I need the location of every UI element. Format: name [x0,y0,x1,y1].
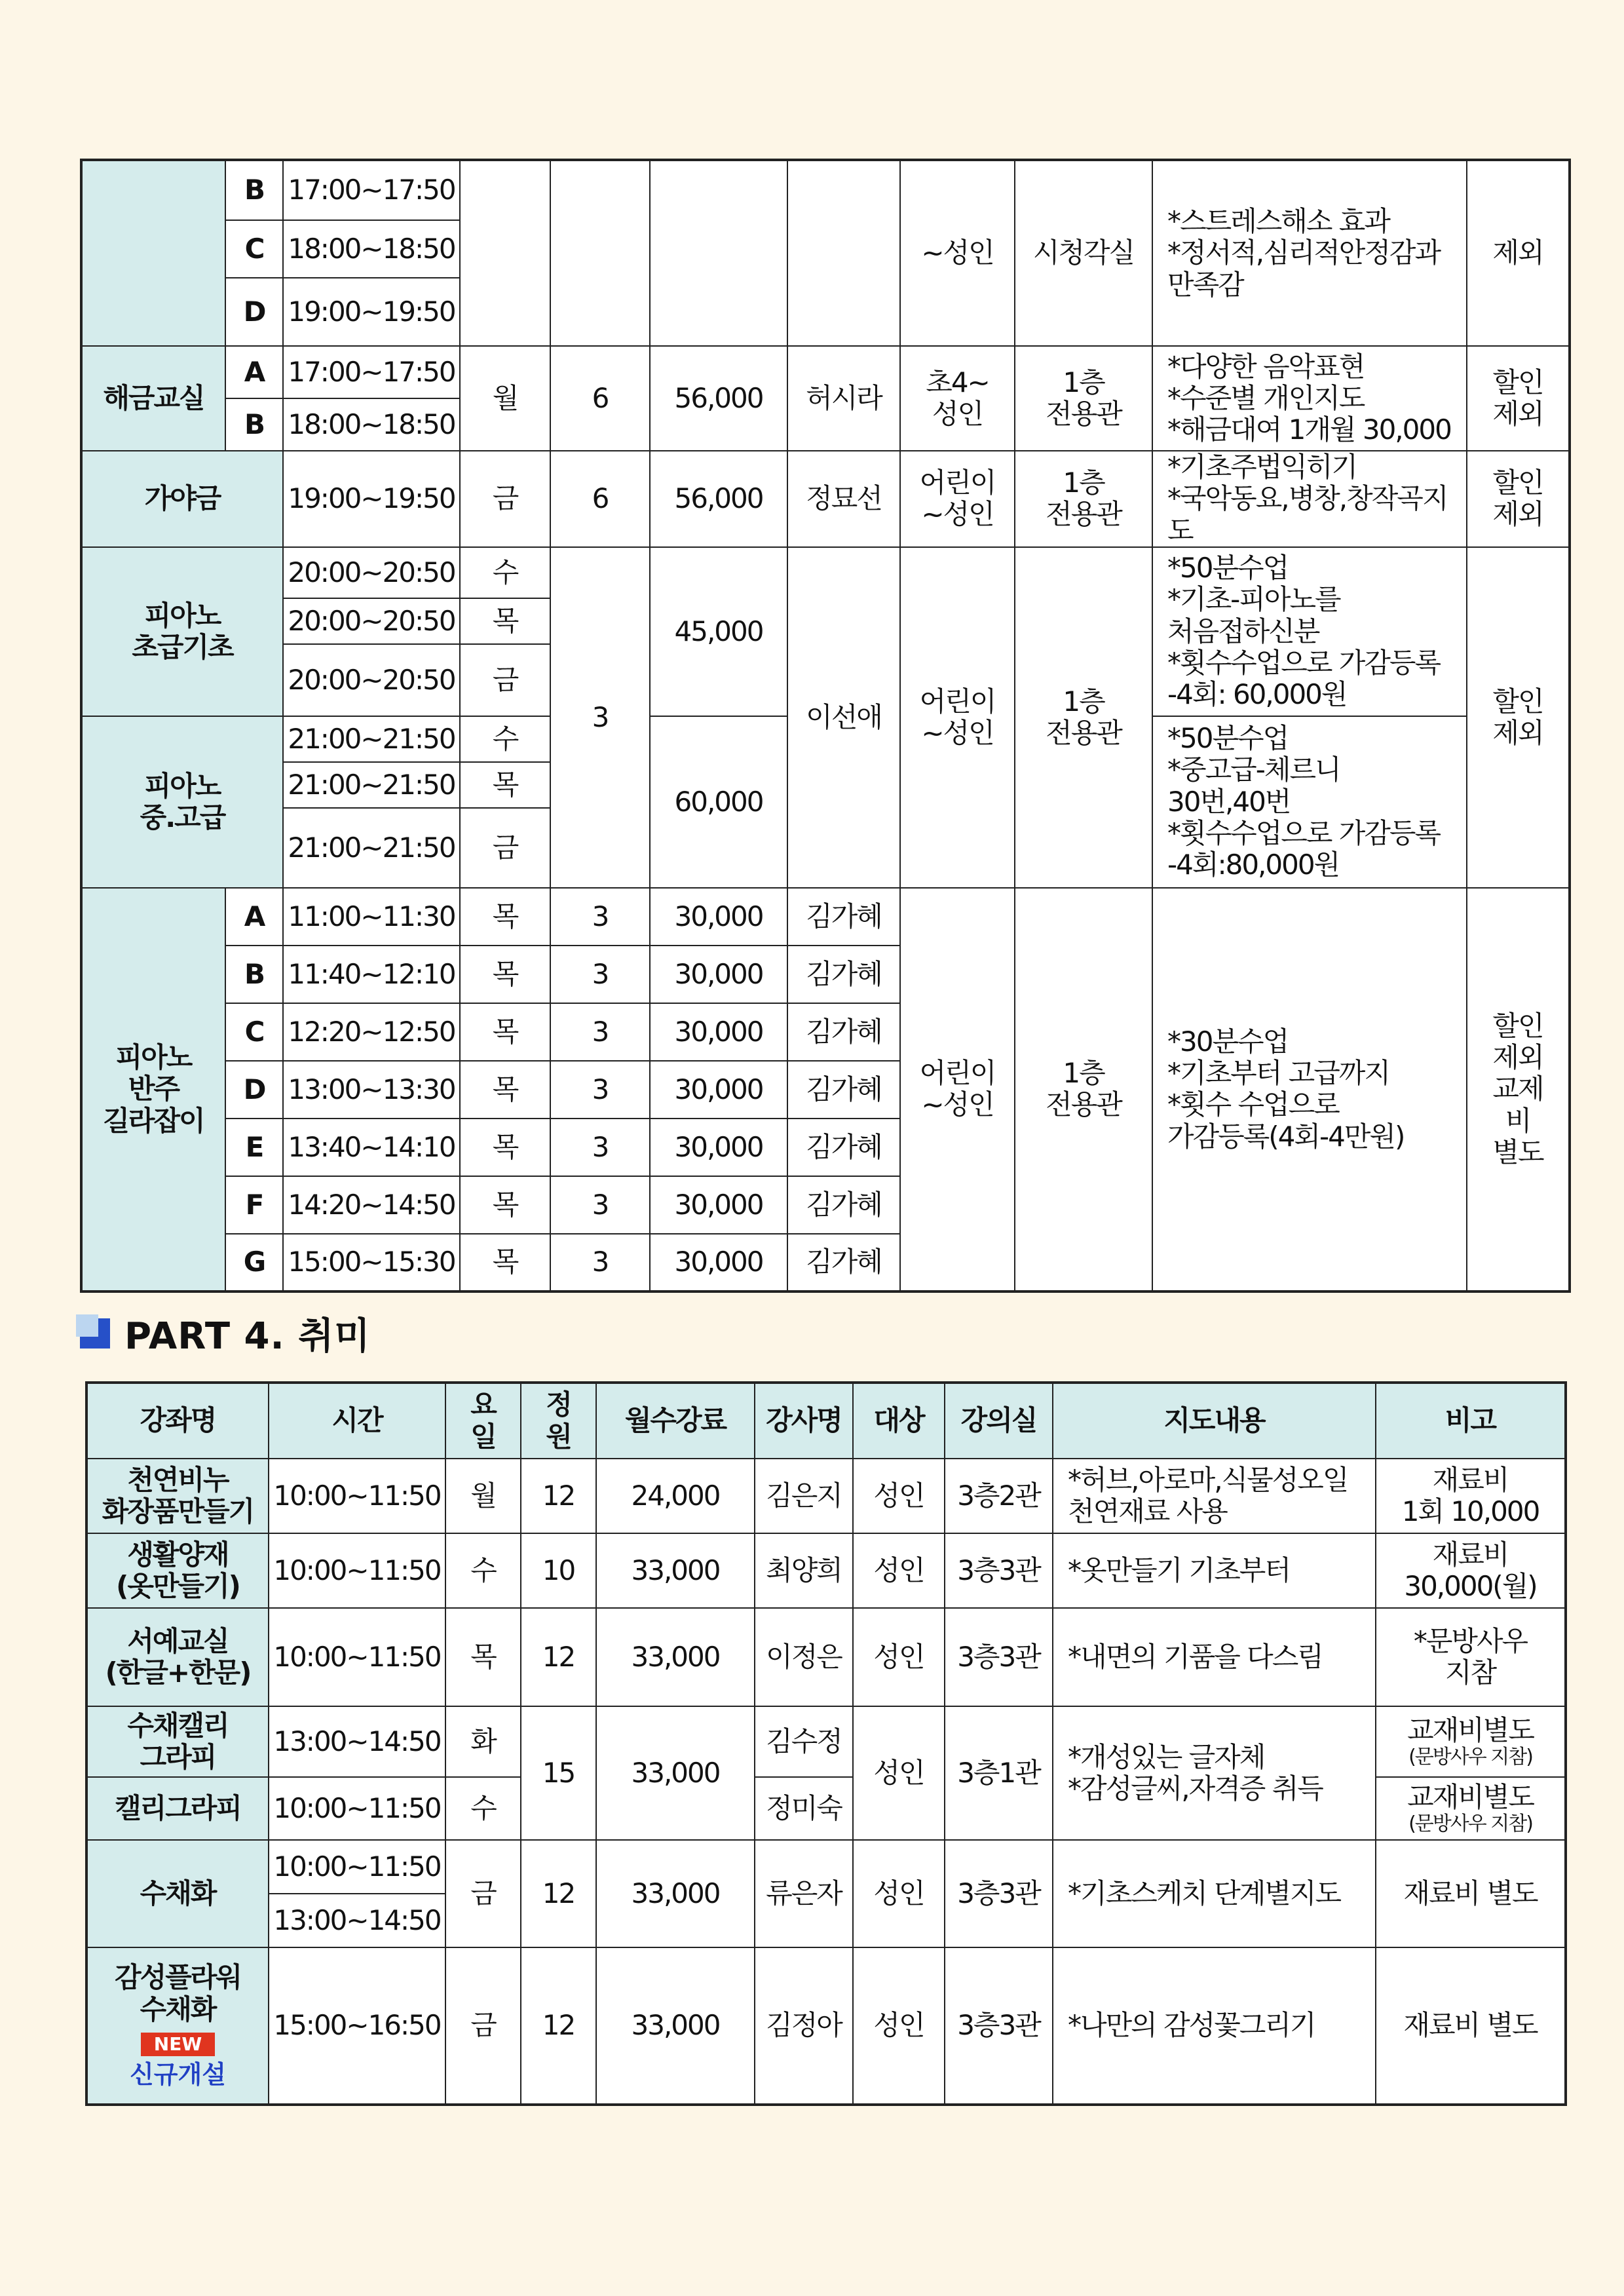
target-cell: 성인 [853,1608,945,1706]
time-cell: 10:00~11:50 [269,1459,445,1533]
count-cell: 15 [521,1706,596,1840]
fee-cell: 33,000 [596,1533,755,1608]
target-cell: ~성인 [900,160,1015,346]
time-cell: 17:00~17:50 [283,160,460,220]
day-cell: 목 [460,1061,550,1119]
fee-cell: 60,000 [650,716,787,888]
day-cell: 월 [445,1459,521,1533]
section-label: B [225,946,283,1003]
course-name-watercolor-calligraphy: 수채캘리 그라피 [86,1706,269,1777]
day-cell: 목 [460,1003,550,1061]
target-cell: 성인 [853,1840,945,1947]
room-cell: 3층3관 [945,1947,1053,2105]
teacher-cell: 김가혜 [787,1003,900,1061]
count-cell: 3 [550,547,650,888]
room-cell: 1층 전용관 [1015,888,1152,1292]
count-cell: 12 [521,1459,596,1533]
time-cell: 10:00~11:50 [269,1608,445,1706]
header-course-name: 강좌명 [86,1383,269,1459]
content-cell: *기초주법익히기 *국악동요,병창,창작곡지도 [1152,451,1467,547]
section-label: B [225,398,283,451]
header-fee: 월수강료 [596,1383,755,1459]
section-label: D [225,278,283,346]
course-name-watercolor: 수채화 [86,1840,269,1947]
target-cell: 어린이 ~성인 [900,451,1015,547]
header-day: 요 일 [445,1383,521,1459]
teacher-cell: 이정은 [755,1608,853,1706]
room-cell: 3층1관 [945,1706,1053,1840]
note-text: 교재비별도 [1407,1780,1534,1813]
target-cell: 어린이 ~성인 [900,547,1015,888]
room-cell: 1층 전용관 [1015,451,1152,547]
note-subtext: (문방사우 지참) [1408,1745,1532,1769]
teacher-cell: 김가혜 [787,1176,900,1234]
time-cell: 20:00~20:50 [283,547,460,598]
time-cell: 20:00~20:50 [283,644,460,716]
teacher-cell: 허시라 [787,346,900,451]
hobby-course-table [85,1381,1567,2106]
new-badge: NEW [141,2033,215,2056]
fee-cell: 33,000 [596,1706,755,1840]
note-cell: 재료비 1회 10,000 [1376,1459,1566,1533]
target-cell: 성인 [853,1533,945,1608]
count-cell: 6 [550,451,650,547]
count-cell: 12 [521,1947,596,2105]
note-subtext: (문방사우 지참) [1408,1812,1532,1835]
header-content: 지도내용 [1053,1383,1376,1459]
day-cell: 금 [460,808,550,888]
fee-cell: 30,000 [650,1003,787,1061]
room-cell: 3층2관 [945,1459,1053,1533]
day-cell: 목 [460,598,550,644]
time-cell: 15:00~16:50 [269,1947,445,2105]
count-cell: 12 [521,1840,596,1947]
time-cell: 21:00~21:50 [283,762,460,808]
section-label: F [225,1176,283,1234]
teacher-cell: 김가혜 [787,946,900,1003]
header-target: 대상 [853,1383,945,1459]
fee-cell: 30,000 [650,1234,787,1292]
time-cell: 18:00~18:50 [283,398,460,451]
fee-cell [650,160,787,346]
teacher-cell: 김수정 [755,1706,853,1777]
time-cell: 17:00~17:50 [283,346,460,398]
content-cell: *50분수업 *기초-피아노를 처음접하신분 *횟수수업으로 가감등록 -4회: 60,000원 [1152,547,1467,716]
time-cell: 10:00~11:50 [269,1840,445,1894]
time-cell: 13:40~14:10 [283,1119,460,1176]
room-cell: 3층3관 [945,1533,1053,1608]
fee-cell: 30,000 [650,1061,787,1119]
course-name-calligraphy-2: 캘리그라피 [86,1777,269,1840]
teacher-cell: 최양희 [755,1533,853,1608]
note-cell [1376,1706,1566,1777]
section-label: C [225,220,283,278]
day-cell: 금 [460,451,550,547]
count-cell: 3 [550,1119,650,1176]
course-name-accompaniment: 피아노 반주 길라잡이 [81,888,225,1292]
time-cell: 11:40~12:10 [283,946,460,1003]
target-cell: 성인 [853,1706,945,1840]
day-cell: 월 [460,346,550,451]
day-cell: 목 [460,888,550,946]
note-cell [1376,1777,1566,1840]
fee-cell: 56,000 [650,346,787,451]
time-cell: 13:00~14:50 [269,1894,445,1947]
room-cell: 1층 전용관 [1015,547,1152,888]
time-cell: 13:00~13:30 [283,1061,460,1119]
fee-cell: 30,000 [650,1119,787,1176]
content-cell: *50분수업 *중고급-체르니 30번,40번 *횟수수업으로 가감등록 -4회:80,000원 [1152,716,1467,888]
content-cell: *개성있는 글자체 *감성글씨,자격증 취득 [1053,1706,1376,1840]
section-label: G [225,1234,283,1292]
day-cell: 수 [445,1533,521,1608]
time-cell: 10:00~11:50 [269,1533,445,1608]
teacher-cell: 김가혜 [787,1119,900,1176]
fee-cell: 30,000 [650,1176,787,1234]
note-text: 교재비별도 [1407,1713,1534,1746]
course-table-continued [80,159,1571,1293]
target-cell: 성인 [853,1947,945,2105]
day-cell: 금 [460,644,550,716]
section-title: PART 4. 취미 [124,1315,371,1358]
note-cell: 할인 제외 [1467,451,1570,547]
course-name-sewing: 생활양재 (옷만들기) [86,1533,269,1608]
section-label: A [225,346,283,398]
time-cell: 19:00~19:50 [283,451,460,547]
count-cell: 3 [550,1176,650,1234]
count-cell: 3 [550,946,650,1003]
teacher-cell: 정미숙 [755,1777,853,1840]
course-name-haegeum: 해금교실 [81,346,225,451]
course-name-text: 감성플라워 수채화 [115,1961,241,2025]
teacher-cell: 김가혜 [787,1061,900,1119]
course-name-piano-basic: 피아노 초급기초 [81,547,283,716]
teacher-cell: 김가혜 [787,888,900,946]
content-cell: *다양한 음악표현 *수준별 개인지도 *해금대여 1개월 30,000 [1152,346,1467,451]
note-cell: 재료비 별도 [1376,1947,1566,2105]
section-label: E [225,1119,283,1176]
time-cell: 19:00~19:50 [283,278,460,346]
note-cell: 제외 [1467,160,1570,346]
note-cell: 할인 제외 교제 비 별도 [1467,888,1570,1292]
count-cell: 3 [550,1061,650,1119]
time-cell: 21:00~21:50 [283,716,460,762]
day-cell: 수 [460,547,550,598]
note-cell: 할인 제외 [1467,547,1570,888]
time-cell: 14:20~14:50 [283,1176,460,1234]
day-cell: 목 [445,1608,521,1706]
header-teacher: 강사명 [755,1383,853,1459]
course-name-piano-advanced: 피아노 중.고급 [81,716,283,888]
section-label: C [225,1003,283,1061]
time-cell: 10:00~11:50 [269,1777,445,1840]
target-cell: 어린이 ~성인 [900,888,1015,1292]
note-cell: 재료비 별도 [1376,1840,1566,1947]
fee-cell: 30,000 [650,888,787,946]
time-cell: 11:00~11:30 [283,888,460,946]
fee-cell: 30,000 [650,946,787,1003]
count-cell: 3 [550,888,650,946]
count-cell: 10 [521,1533,596,1608]
room-cell: 시청각실 [1015,160,1152,346]
teacher-cell: 류은자 [755,1840,853,1947]
fee-cell: 33,000 [596,1840,755,1947]
course-name-cell [81,160,225,346]
course-name-natural-soap: 천연비누 화장품만들기 [86,1459,269,1533]
fee-cell: 24,000 [596,1459,755,1533]
fee-cell: 45,000 [650,547,787,716]
teacher-cell: 정묘선 [787,451,900,547]
time-cell: 20:00~20:50 [283,598,460,644]
target-cell: 초4~ 성인 [900,346,1015,451]
day-cell [460,160,550,346]
target-cell: 성인 [853,1459,945,1533]
day-cell: 수 [445,1777,521,1840]
header-time: 시간 [269,1383,445,1459]
teacher-cell: 김은지 [755,1459,853,1533]
content-cell: *스트레스해소 효과 *정서적,심리적안정감과 만족감 [1152,160,1467,346]
course-name-flower-watercolor [86,1947,269,2105]
day-cell: 금 [445,1840,521,1947]
count-cell: 6 [550,346,650,451]
room-cell: 3층3관 [945,1608,1053,1706]
day-cell: 목 [460,1234,550,1292]
time-cell: 21:00~21:50 [283,808,460,888]
note-cell: 할인 제외 [1467,346,1570,451]
count-cell: 3 [550,1234,650,1292]
section-label: A [225,888,283,946]
section-label: B [225,160,283,220]
content-cell: *허브,아로마,식물성오일 천연재료 사용 [1053,1459,1376,1533]
count-cell: 12 [521,1608,596,1706]
day-cell: 수 [460,716,550,762]
note-cell: 재료비 30,000(월) [1376,1533,1566,1608]
count-cell: 3 [550,1003,650,1061]
room-cell: 3층3관 [945,1840,1053,1947]
note-cell: *문방사우 지참 [1376,1608,1566,1706]
teacher-cell: 이선애 [787,547,900,888]
day-cell: 목 [460,762,550,808]
content-cell: *내면의 기품을 다스림 [1053,1608,1376,1706]
fee-cell: 33,000 [596,1947,755,2105]
time-cell: 13:00~14:50 [269,1706,445,1777]
time-cell: 18:00~18:50 [283,220,460,278]
day-cell: 목 [460,1176,550,1234]
count-cell [550,160,650,346]
content-cell: *나만의 감성꽃그리기 [1053,1947,1376,2105]
teacher-cell: 김가혜 [787,1234,900,1292]
room-cell: 1층 전용관 [1015,346,1152,451]
section-heading [80,1307,370,1360]
content-cell: *옷만들기 기초부터 [1053,1533,1376,1608]
content-cell: *30분수업 *기초부터 고급까지 *횟수 수업으로 가감등록(4회-4만원) [1152,888,1467,1292]
course-name-gayageum: 가야금 [81,451,283,547]
day-cell: 화 [445,1706,521,1777]
header-note: 비고 [1376,1383,1566,1459]
time-cell: 12:20~12:50 [283,1003,460,1061]
course-name-calligraphy: 서예교실 (한글+한문) [86,1608,269,1706]
teacher-cell: 김정아 [755,1947,853,2105]
day-cell: 목 [460,946,550,1003]
header-capacity: 정 원 [521,1383,596,1459]
fee-cell: 56,000 [650,451,787,547]
section-marker-icon [80,1318,110,1349]
header-room: 강의실 [945,1383,1053,1459]
new-course-label: 신규개설 [130,2060,226,2090]
section-label: D [225,1061,283,1119]
teacher-cell [787,160,900,346]
time-cell: 15:00~15:30 [283,1234,460,1292]
content-cell: *기초스케치 단계별지도 [1053,1840,1376,1947]
fee-cell: 33,000 [596,1608,755,1706]
day-cell: 목 [460,1119,550,1176]
day-cell: 금 [445,1947,521,2105]
